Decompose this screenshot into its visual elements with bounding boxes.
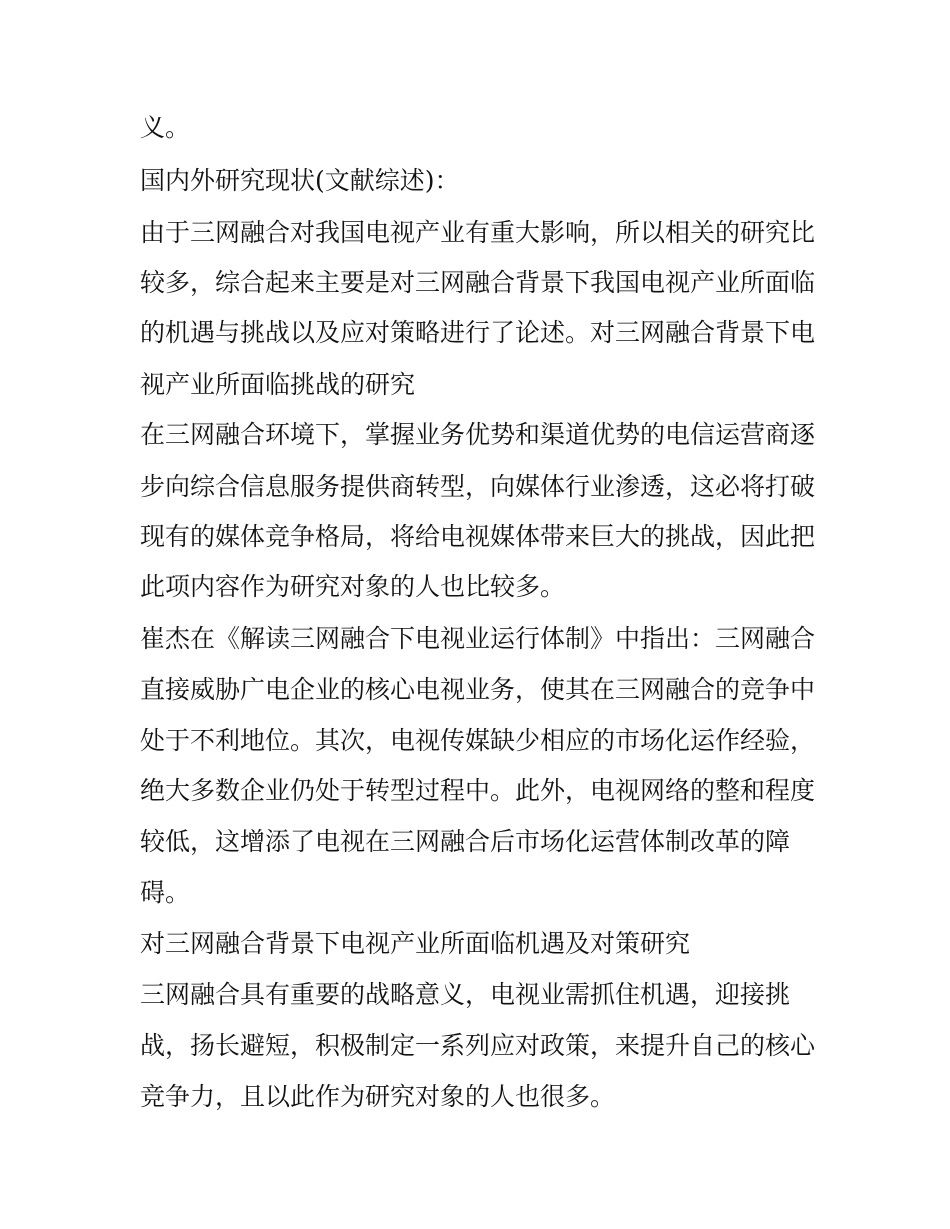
text-line: 竞争力，且以此作为研究对象的人也很多。 [140,1082,616,1111]
text-line: 此项内容作为研究对象的人也比较多。 [140,572,566,601]
text-line: 步向综合信息服务提供商转型，向媒体行业渗透，这必将打破 [140,472,816,501]
text-line: 较低，这增添了电视在三网融合后市场化运营体制改革的障 [140,827,791,856]
text-line: 绝大多数企业仍处于转型过程中。此外，电视网络的整和程度 [140,776,816,805]
text-line: 现有的媒体竞争格局，将给电视媒体带来巨大的挑战，因此把 [140,522,816,551]
text-line: 战，扬长避短，积极制定一系列应对政策，来提升自己的核心 [140,1031,816,1060]
text-line: 较多，综合起来主要是对三网融合背景下我国电视产业所面临 [140,268,816,297]
text-line: 崔杰在《解读三网融合下电视业运行体制》中指出：三网融合 [140,624,816,653]
text-line: 三网融合具有重要的战略意义，电视业需抓住机遇，迎接挑 [140,980,791,1009]
text-line: 由于三网融合对我国电视产业有重大影响，所以相关的研究比 [140,218,816,247]
text-line: 视产业所面临挑战的研究 [140,370,416,399]
text-line: 对三网融合背景下电视产业所面临机遇及对策研究 [140,929,691,958]
text-line: 的机遇与挑战以及应对策略进行了论述。对三网融合背景下电 [140,318,816,347]
text-line: 国内外研究现状(文献综述)： [140,166,460,195]
text-line: 碍。 [140,878,191,907]
text-line: 在三网融合环境下，掌握业务优势和渠道优势的电信运营商逐 [140,420,816,449]
text-line: 处于不利地位。其次，电视传媒缺少相应的市场化运作经验， [140,726,816,755]
text-line: 义。 [140,113,191,142]
text-line: 直接威胁广电企业的核心电视业务，使其在三网融合的竞争中 [140,675,816,704]
